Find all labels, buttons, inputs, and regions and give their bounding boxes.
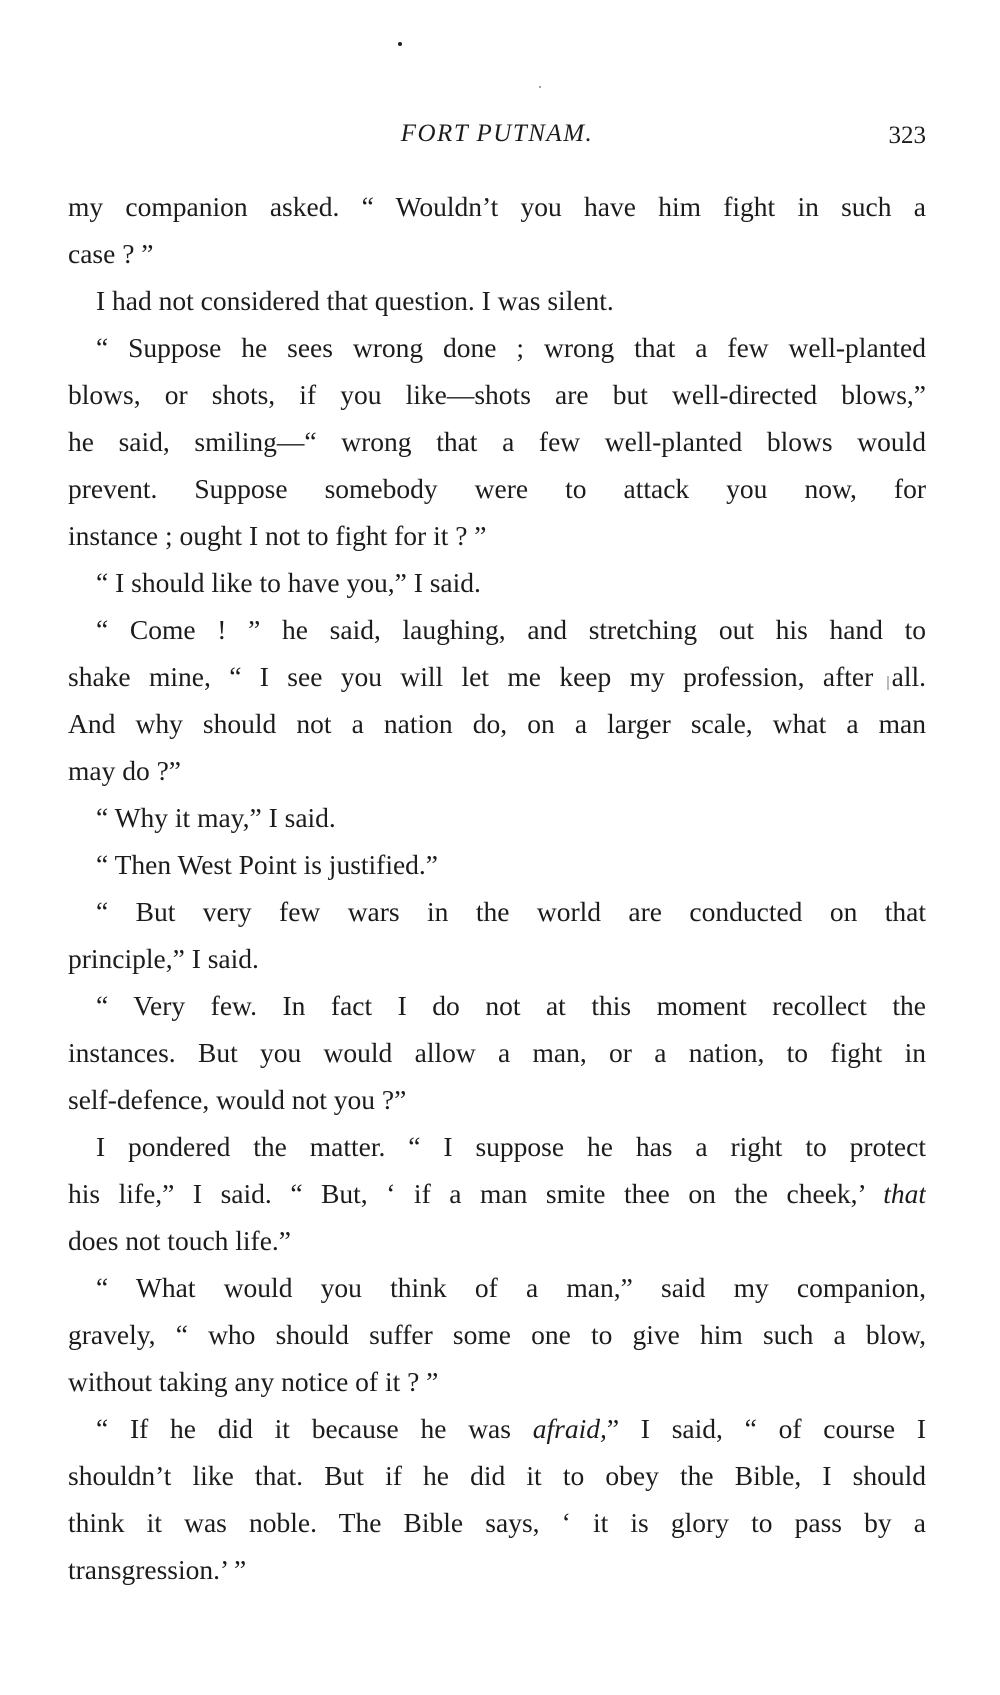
text-line: instances. But you would allow a man, or a nation, to fight in: [68, 1037, 926, 1068]
text-line: “ Very few. In fact I do not at this moment recollect the: [96, 990, 926, 1021]
text-line: “ Then West Point is justified.”: [96, 849, 439, 880]
text-line: shake mine, “ I see you will let me keep my profession, after all.: [68, 661, 926, 692]
text-line: shouldn’t like that. But if he did it to obey the Bible, I should: [68, 1460, 926, 1491]
text-line: principle,” I said.: [68, 943, 259, 974]
italic-word: afraid,: [532, 1413, 607, 1444]
text-line: “ But very few wars in the world are conducted on that: [96, 896, 926, 927]
text-line-part: ” I said, “ of course I: [606, 1413, 926, 1444]
text-line-part: his life,” I said. “ But, ‘ if a man smite thee on the cheek,’: [68, 1178, 865, 1209]
text-line: transgression.’ ”: [68, 1554, 247, 1585]
page-number: 323: [888, 122, 926, 149]
italic-word: that: [883, 1178, 926, 1209]
page-header: [68, 120, 926, 154]
text-line: “ Why it may,” I said.: [96, 802, 336, 833]
text-line: “ I should like to have you,” I said.: [96, 567, 481, 598]
text-line: gravely, “ who should suffer some one to give him such a blow,: [68, 1319, 926, 1350]
text-line: I pondered the matter. “ I suppose he has a right to protect: [96, 1131, 926, 1162]
text-line: case ? ”: [68, 238, 154, 269]
text-line: think it was noble. The Bible says, ‘ it is glory to pass by a: [68, 1507, 926, 1538]
text-line: And why should not a nation do, on a larger scale, what a man: [68, 708, 926, 739]
text-line: does not touch life.”: [68, 1225, 291, 1256]
text-line: I had not considered that question. I was silent.: [96, 285, 614, 316]
text-line: blows, or shots, if you like—shots are but well-directed blows,”: [68, 379, 926, 410]
speck-top: [398, 42, 402, 46]
text-line: “ Suppose he sees wrong done ; wrong that a few well-planted: [96, 332, 926, 363]
text-line: [68, 1170, 926, 1217]
running-head: FORT PUTNAM.: [400, 120, 594, 147]
text-line: [68, 1405, 926, 1452]
text-line: he said, smiling—“ wrong that a few well-planted blows would: [68, 426, 926, 457]
body-text: [68, 183, 926, 1593]
speck-mid: [539, 86, 541, 88]
text-line: may do ?”: [68, 755, 182, 786]
text-line-part: “ If he did it because he was: [96, 1413, 511, 1444]
text-line: my companion asked. “ Wouldn’t you have him fight in such a: [68, 191, 926, 222]
text-line: without taking any notice of it ? ”: [68, 1366, 439, 1397]
text-line: prevent. Suppose somebody were to attack you now, for: [68, 473, 926, 504]
text-line: “ Come ! ” he said, laughing, and stretching out his hand to: [96, 614, 926, 645]
text-line: “ What would you think of a man,” said my companion,: [96, 1272, 926, 1303]
text-line: self-defence, would not you ?”: [68, 1084, 407, 1115]
text-line: instance ; ought I not to fight for it ? ”: [68, 520, 487, 551]
